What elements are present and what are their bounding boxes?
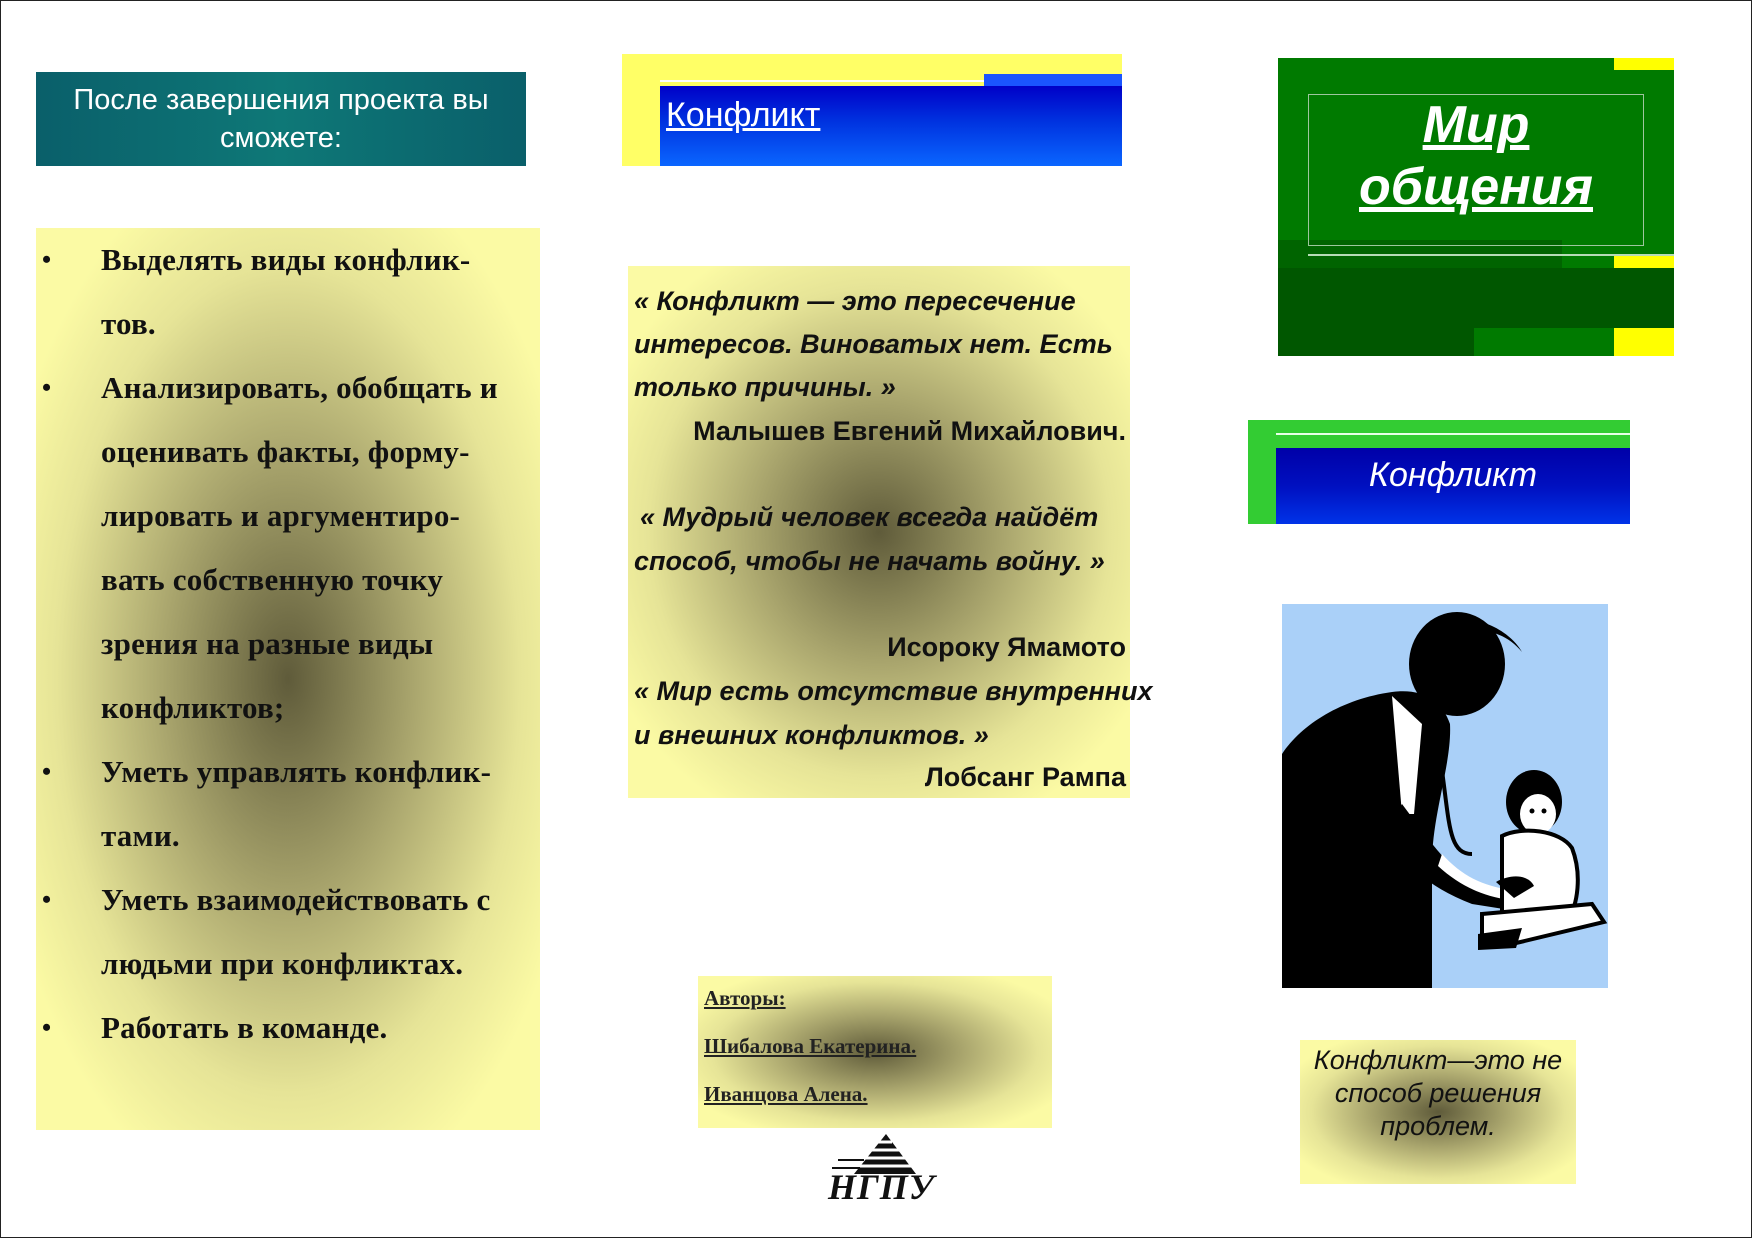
quote-author: Лобсанг Рампа [924,762,1126,792]
quote-line: только причины. » [634,372,896,402]
closing-note-panel [1300,1040,1576,1184]
conflict-banner-title[interactable]: Конфликт [666,96,821,134]
authors-label: Авторы: [704,986,786,1010]
university-logo-text: НГПУ [828,1167,935,1207]
quote-line: и внешних конфликтов. » [634,720,989,750]
title-card-shade [1278,328,1474,356]
skills-panel [36,228,540,1130]
author-name: Иванцова Алена. [704,1082,868,1106]
section-banner-title: Конфликт [1368,456,1538,494]
skill-item: • Анализировать, обобщать и оценивать факты, форму- лировать и аргументиро- вать собственную точку зрения на разные виды конфликтов; [36,356,540,740]
skills-list [36,228,540,1060]
conflict-banner-line [660,80,984,82]
quote-line: « Мир есть отсутствие внутренних [634,676,1153,706]
section-banner-line [1276,433,1630,435]
doctor-with-child-icon [1282,604,1608,988]
title-card-line [1308,254,1674,256]
quote-line: способ, чтобы не начать войну. » [634,546,1105,576]
quotes-panel [628,266,1153,798]
skill-item: • Выделять виды конфлик- тов. [36,228,540,356]
skill-item: • Работать в команде. [36,996,540,1060]
closing-note: Конфликт—это не способ решения проблем. [1313,1045,1563,1141]
authors-panel [698,976,1052,1128]
title-card-shade [1278,268,1674,328]
quote-line: « Мудрый человек всегда найдёт [640,502,1099,532]
skill-item: • Уметь управлять конфлик- тами. [36,740,540,868]
quote-line: интересов. Виноватых нет. Есть [634,329,1113,359]
quote-line: « Конфликт — это пересечение [634,286,1076,316]
quote-author: Исороку Ямамото [887,632,1126,662]
brochure-title[interactable]: Мир общения [1359,96,1593,216]
author-name: Шибалова Екатерина. [704,1034,917,1058]
intro-header [36,72,526,166]
intro-header-text: После завершения проекта вы сможете: [73,84,489,154]
quote-author: Малышев Евгений Михайлович. [693,416,1126,446]
skill-item: • Уметь взаимодействовать с людьми при конфликтах. [36,868,540,996]
